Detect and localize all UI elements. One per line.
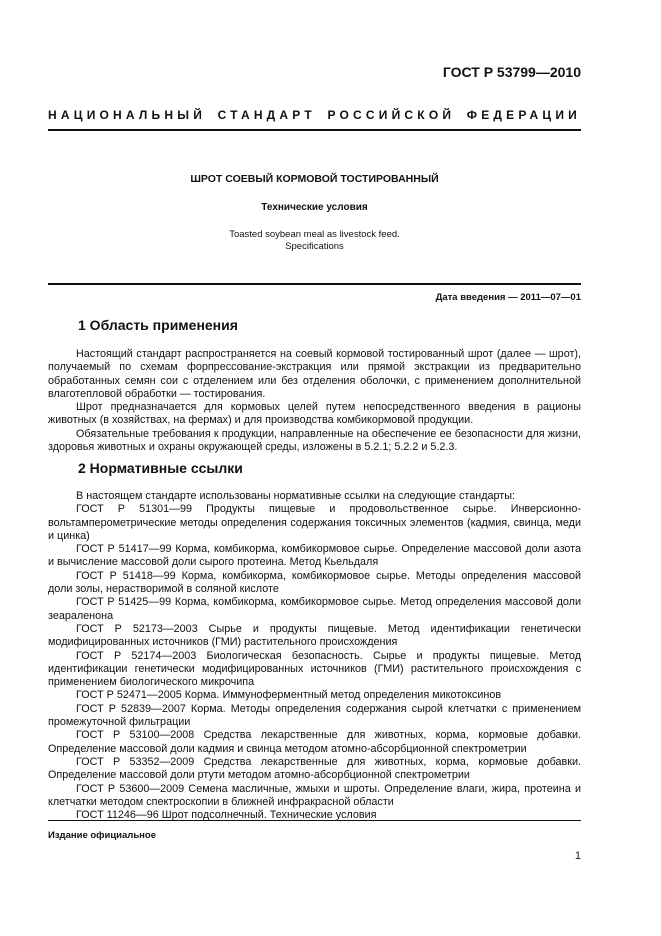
reference-item: ГОСТ Р 53352—2009 Средства лекарственные для животных, корма, кормовые добавки. Определение массовой доли ртути методом атомно-абсорбционной спектрометрии xyxy=(48,755,581,782)
references-intro: В настоящем стандарте использованы нормативные ссылки на следующие стандарты: xyxy=(76,490,515,502)
reference-item: ГОСТ Р 52839—2007 Корма. Методы определения содержания сырой клетчатки с применением промежуточной фильтрации xyxy=(48,702,581,729)
reference-item: ГОСТ Р 52174—2003 Биологическая безопасность. Сырье и продукты пищевые. Метод идентификации генетически модифицированных источников (ГМИ) растительного происхождения с применением биологического микрочипа xyxy=(48,649,581,689)
gost-number: ГОСТ Р 53799—2010 xyxy=(442,64,581,80)
section-1-paragraph: Шрот предназначается для кормовых целей путем непосредственного введения в рационы животных (в хозяйствах, на фермах) и для производства комбикормовой продукции. xyxy=(48,401,581,427)
section-1-paragraph: Обязательные требования к продукции, направленные на обеспечение ее безопасности для жизни, здоровья животных и охраны окружающей среды, изложены в 5.2.1; 5.2.2 и 5.2.3. xyxy=(48,427,581,454)
document-title: ШРОТ СОЕВЫЙ КОРМОВОЙ ТОСТИРОВАННЫЙ xyxy=(190,173,439,185)
section-2-heading: 2 Нормативные ссылки xyxy=(78,460,243,476)
reference-item: ГОСТ Р 53600—2009 Семена масличные, жмыхи и шроты. Определение влаги, жира, протеина и клетчатки методом спектроскопии в ближней инфракрасной области xyxy=(48,782,581,808)
introduction-date: Дата введения — 2011—07—01 xyxy=(435,292,581,303)
section-2-body xyxy=(48,490,581,822)
document-subtitle: Технические условия xyxy=(261,202,368,213)
english-title-line-1: Toasted soybean meal as livestock feed. xyxy=(229,229,400,240)
reference-item: ГОСТ Р 53100—2008 Средства лекарственные для животных, корма, кормовые добавки. Определение массовой доли кадмия и свинца методом атомно-абсорбционной спектрометрии xyxy=(48,729,581,755)
header-rule xyxy=(48,129,581,131)
reference-item: ГОСТ Р 51418—99 Корма, комбикорма, комбикормовое сырье. Методы определения массовой доли золы, нерастворимой в соляной кислоте xyxy=(48,569,581,596)
footer-rule xyxy=(48,820,581,821)
reference-item: ГОСТ Р 51425—99 Корма, комбикорма, комбикормовое сырье. Метод определения массовой доли зеараленона xyxy=(48,596,581,622)
page-number: 1 xyxy=(574,850,581,862)
reference-item: ГОСТ Р 52471—2005 Корма. Иммуноферментный метод определения микотоксинов xyxy=(76,689,502,702)
reference-item: ГОСТ Р 51417—99 Корма, комбикорма, комбикормовое сырье. Определение массовой доли азота и вычисление массовой доли сырого протеина. Метод Кьельдаля xyxy=(48,543,581,569)
title-rule xyxy=(48,283,581,285)
reference-item: ГОСТ Р 52173—2003 Сырье и продукты пищевые. Метод идентификации генетически модифицированных источников (ГМИ) растительного происхождения xyxy=(48,622,581,649)
english-title-line-2: Specifications xyxy=(285,241,344,252)
reference-item: ГОСТ 11246—96 Шрот подсолнечный. Технические условия xyxy=(76,809,377,822)
official-edition-note: Издание официальное xyxy=(48,830,156,841)
section-1-paragraph: Настоящий стандарт распространяется на соевый кормовой тостированный шрот (далее — шрот), получаемый по схемам форпрессование-экстракция или прямой экстракции из предварительно обработанных семян сои с отделением или без отделения оболочки, с применением дополнительной влаготепловой обработки — тостирования. xyxy=(48,348,581,400)
english-title xyxy=(48,229,581,253)
section-1-body xyxy=(48,348,581,454)
section-1-heading: 1 Область применения xyxy=(78,317,238,333)
national-standard-banner: НАЦИОНАЛЬНЫЙ СТАНДАРТ РОССИЙСКОЙ ФЕДЕРАЦИИ xyxy=(48,108,581,122)
reference-item: ГОСТ Р 51301—99 Продукты пищевые и продовольственное сырье. Инверсионно-вольтамперометрические методы определения содержания токсичных элементов (кадмия, свинца, меди и цинка) xyxy=(48,503,581,542)
